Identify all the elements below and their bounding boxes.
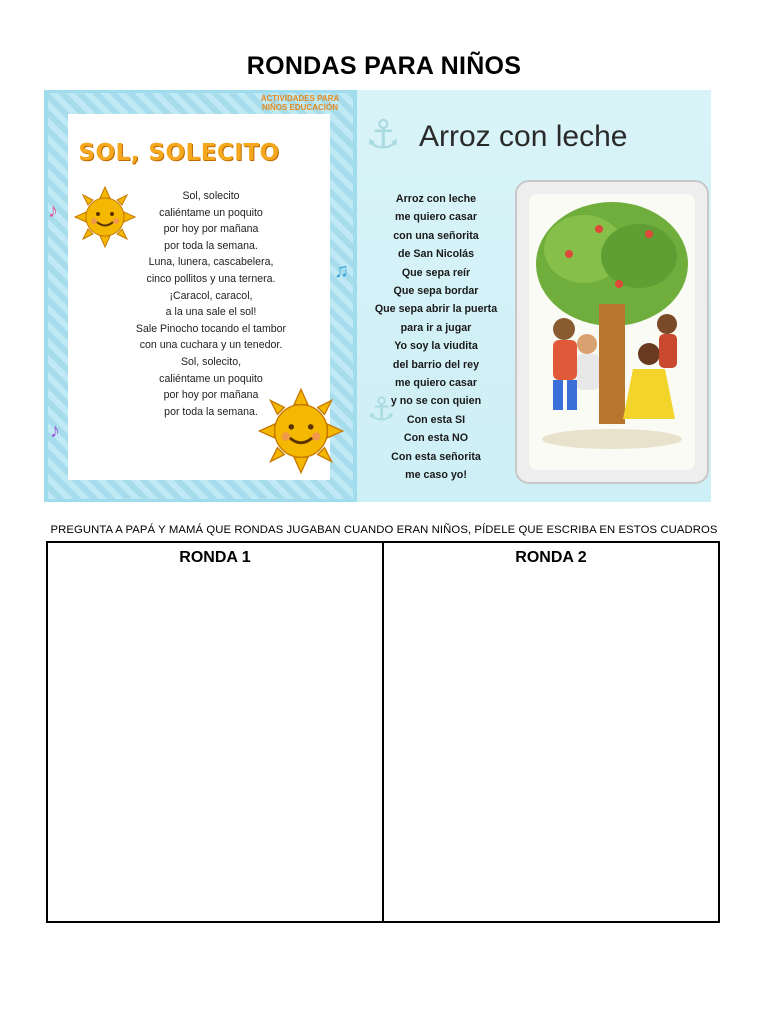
poem-line: Con esta SI — [406, 413, 466, 426]
poem-line: por hoy por mañana — [163, 223, 259, 236]
ronda-2-box[interactable] — [382, 543, 718, 921]
poem-line: caliéntame un poquito — [159, 372, 263, 385]
instruction-text: PREGUNTA A PAPÁ Y MAMÁ QUE RONDAS JUGABAN CUANDO ERAN NIÑOS, PÍDELE QUE ESCRIBA EN ESTOS CUADROS — [50, 524, 718, 536]
poem-text — [106, 188, 316, 420]
poem-line: por toda la semana. — [164, 405, 258, 418]
poem-line: Luna, lunera, cascabelera, — [148, 256, 274, 269]
poem-line: Arroz con leche — [395, 193, 477, 205]
rondas-table — [46, 541, 720, 923]
ronda-1-box[interactable] — [48, 543, 382, 921]
column-header: RONDA 1 — [179, 549, 251, 566]
music-note-icon: ♫ — [334, 260, 349, 282]
poem-line: cinco pollitos y una ternera. — [146, 272, 276, 285]
poem-line: del barrio del rey — [392, 358, 480, 371]
poem-line: me quiero casar — [395, 377, 477, 390]
poem-line: con una cuchara y un tenedor. — [139, 339, 283, 352]
page-title: RONDAS PARA NIÑOS — [246, 52, 522, 80]
music-note-icon: ♪ — [48, 200, 58, 222]
poem-line: para ir a jugar — [400, 321, 472, 334]
poem-line: caliéntame un poquito — [159, 206, 263, 219]
poem-text — [361, 190, 511, 485]
sun-icon — [258, 388, 344, 474]
poem-line: Sol, solecito, — [180, 355, 242, 368]
anchor-icon: ⚓ — [367, 391, 396, 427]
poem-line: me quiero casar — [395, 211, 477, 224]
poem-line: con una señorita — [393, 229, 479, 242]
poem-line: por hoy por mañana — [163, 389, 259, 402]
poem-line: ¡Caracol, caracol, — [169, 289, 253, 302]
children-playing-illustration — [529, 194, 695, 470]
poem-title: Arroz con leche — [419, 120, 628, 153]
poem-line: a la una sale el sol! — [165, 306, 257, 319]
poem-line: Que sepa abrir la puerta — [374, 303, 498, 316]
poem-line: Sol, solecito — [182, 190, 240, 202]
poem-line: Con esta señorita — [391, 450, 481, 463]
poem-line: y no se con quien — [390, 395, 482, 408]
rondas-illustration — [44, 90, 711, 502]
poem-line: de San Nicolás — [397, 248, 475, 261]
column-header: RONDA 2 — [515, 549, 587, 566]
sol-solecito-poster — [44, 90, 357, 502]
tree-and-children-image — [529, 194, 695, 470]
poem-title: SOL, SOLECITO — [78, 140, 280, 166]
arroz-con-leche-poster — [357, 90, 711, 502]
publisher-logo: ACTIVIDADES PARA NIÑOS EDUCACIÓN — [260, 94, 340, 112]
poem-line: me caso yo! — [405, 469, 467, 482]
music-note-icon: ♪ — [50, 420, 60, 442]
poem-line: Que sepa bordar — [393, 285, 479, 298]
poem-line: Con esta NO — [403, 432, 469, 445]
photo-frame — [515, 180, 709, 484]
poem-line: Yo soy la viudita — [394, 340, 478, 353]
poem-line: Que sepa reír — [401, 266, 471, 279]
poem-line: Sale Pinocho tocando el tambor — [135, 322, 287, 335]
poem-line: por toda la semana. — [164, 239, 258, 252]
anchor-icon: ⚓ — [365, 113, 401, 157]
